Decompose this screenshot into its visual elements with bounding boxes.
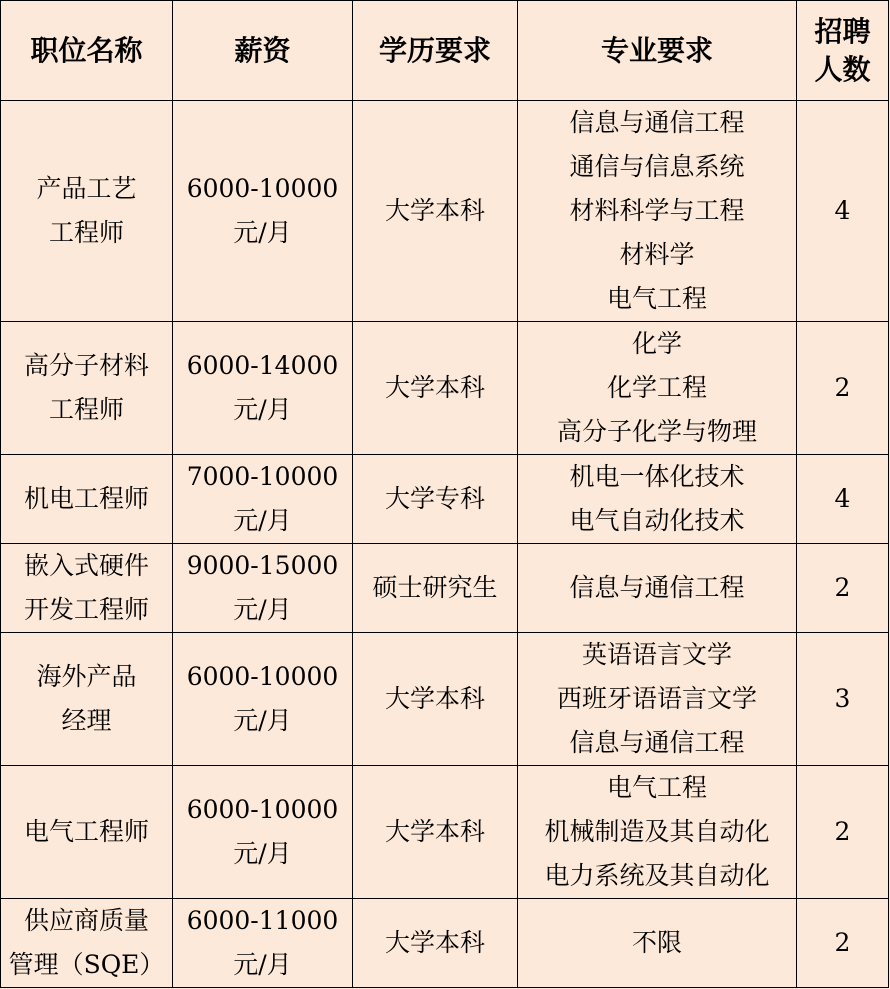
cell-education: 大学本科 — [353, 766, 518, 899]
table-header-row — [1, 1, 889, 101]
cell-education: 大学本科 — [353, 899, 518, 988]
position-line: 管理（SQE） — [8, 950, 165, 979]
position-line: 海外产品 — [36, 662, 137, 691]
position-line: 开发工程师 — [23, 595, 149, 624]
position-line: 产品工艺 — [36, 174, 137, 203]
table-row — [1, 633, 889, 766]
table-row — [1, 544, 889, 633]
header-position: 职位名称 — [1, 1, 173, 101]
cell-education: 大学本科 — [353, 101, 518, 322]
major-item: 电力系统及其自动化 — [544, 861, 770, 890]
major-item: 机电一体化技术 — [569, 462, 745, 491]
header-headcount-line2: 人数 — [814, 52, 871, 86]
major-item: 机械制造及其自动化 — [544, 817, 770, 846]
cell-headcount: 4 — [797, 101, 889, 322]
table-row — [1, 322, 889, 455]
cell-major — [518, 101, 797, 322]
cell-position — [1, 899, 173, 988]
cell-education: 大学本科 — [353, 322, 518, 455]
cell-education: 大学专科 — [353, 455, 518, 544]
major-item: 电气工程 — [606, 773, 707, 802]
table-row — [1, 766, 889, 899]
salary-unit: 元/月 — [233, 506, 292, 535]
table-row — [1, 101, 889, 322]
cell-major — [518, 455, 797, 544]
cell-salary — [173, 322, 353, 455]
salary-unit: 元/月 — [233, 706, 292, 735]
cell-headcount: 2 — [797, 766, 889, 899]
cell-education: 大学本科 — [353, 633, 518, 766]
position-line: 工程师 — [48, 218, 124, 247]
major-item: 英语语言文学 — [581, 640, 732, 669]
header-salary: 薪资 — [173, 1, 353, 101]
cell-salary — [173, 101, 353, 322]
position-line: 经理 — [61, 706, 112, 735]
cell-major — [518, 322, 797, 455]
salary-range: 9000-15000 — [186, 551, 339, 580]
header-headcount-line1: 招聘 — [814, 14, 871, 48]
cell-salary — [173, 544, 353, 633]
salary-unit: 元/月 — [233, 950, 292, 979]
cell-position — [1, 101, 173, 322]
header-major: 专业要求 — [518, 1, 797, 101]
cell-position — [1, 766, 173, 899]
cell-major — [518, 766, 797, 899]
major-item: 信息与通信工程 — [569, 108, 745, 137]
position-line: 高分子材料 — [23, 351, 149, 380]
major-item: 电气工程 — [606, 284, 707, 313]
major-item: 信息与通信工程 — [569, 728, 745, 757]
salary-unit: 元/月 — [233, 839, 292, 868]
cell-headcount: 2 — [797, 322, 889, 455]
cell-salary — [173, 766, 353, 899]
position-line: 电气工程师 — [23, 817, 149, 846]
position-line: 供应商质量 — [23, 906, 149, 935]
cell-headcount: 2 — [797, 899, 889, 988]
cell-salary — [173, 899, 353, 988]
cell-position — [1, 322, 173, 455]
cell-salary — [173, 633, 353, 766]
salary-unit: 元/月 — [233, 218, 292, 247]
cell-education: 硕士研究生 — [353, 544, 518, 633]
salary-range: 7000-10000 — [186, 462, 339, 491]
major-item: 信息与通信工程 — [569, 573, 745, 602]
major-item: 材料科学与工程 — [569, 196, 745, 225]
salary-range: 6000-10000 — [186, 795, 339, 824]
major-item: 西班牙语语言文学 — [556, 684, 757, 713]
header-headcount — [797, 1, 889, 101]
major-item: 电气自动化技术 — [569, 506, 745, 535]
table-row — [1, 899, 889, 988]
cell-major — [518, 633, 797, 766]
major-item: 高分子化学与物理 — [556, 417, 757, 446]
salary-range: 6000-10000 — [186, 174, 339, 203]
table-row — [1, 455, 889, 544]
cell-headcount: 2 — [797, 544, 889, 633]
header-education: 学历要求 — [353, 1, 518, 101]
cell-position — [1, 633, 173, 766]
salary-unit: 元/月 — [233, 395, 292, 424]
major-item: 材料学 — [619, 240, 695, 269]
position-line: 机电工程师 — [23, 484, 149, 513]
cell-position — [1, 455, 173, 544]
cell-salary — [173, 455, 353, 544]
major-item: 化学工程 — [606, 373, 707, 402]
major-item: 通信与信息系统 — [569, 152, 745, 181]
salary-unit: 元/月 — [233, 595, 292, 624]
salary-range: 6000-11000 — [186, 906, 339, 935]
position-line: 嵌入式硬件 — [23, 551, 149, 580]
cell-major — [518, 544, 797, 633]
cell-position — [1, 544, 173, 633]
salary-range: 6000-14000 — [186, 351, 339, 380]
position-line: 工程师 — [48, 395, 124, 424]
cell-headcount: 4 — [797, 455, 889, 544]
cell-major — [518, 899, 797, 988]
major-item: 不限 — [631, 928, 682, 957]
salary-range: 6000-10000 — [186, 662, 339, 691]
major-item: 化学 — [631, 329, 682, 358]
cell-headcount: 3 — [797, 633, 889, 766]
